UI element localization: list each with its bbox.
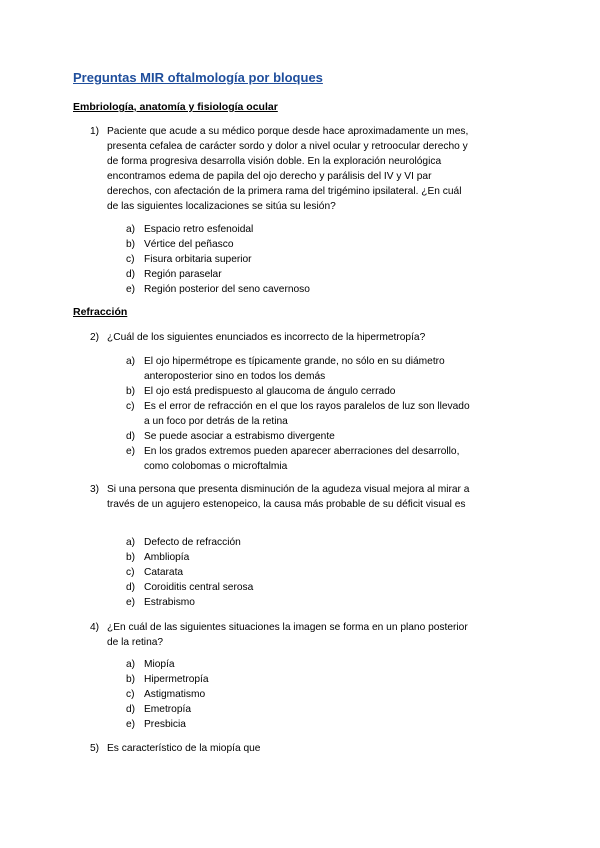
option-text: Catarata (144, 567, 184, 578)
option-letter: b) (126, 552, 136, 563)
option-text: Emetropía (144, 704, 191, 715)
question-text: ¿Cuál de los siguientes enunciados es incorrecto de la hipermetropía? (107, 332, 426, 343)
option (126, 384, 476, 399)
option-letter: d) (126, 704, 136, 715)
option-letter: c) (126, 254, 135, 265)
option-text: Vértice del peñasco (144, 239, 234, 250)
option (126, 702, 476, 717)
question-number: 5) (90, 743, 100, 754)
option-letter: e) (126, 446, 136, 457)
option-text: Astigmatismo (144, 689, 206, 700)
option-text: Coroiditis central serosa (144, 582, 254, 593)
option (126, 399, 476, 429)
option-text: Se puede asociar a estrabismo divergente (144, 431, 335, 442)
option-text: El ojo está predispuesto al glaucoma de ángulo cerrado (144, 386, 396, 397)
option (126, 672, 476, 687)
option (126, 444, 476, 474)
option (126, 222, 476, 237)
question-text: Es característico de la miopía que (107, 743, 261, 754)
option-letter: b) (126, 239, 136, 250)
question-2-options (126, 354, 476, 474)
question-number: 4) (90, 622, 100, 633)
option (126, 282, 476, 297)
question-4 (90, 620, 475, 650)
question-2 (90, 330, 475, 345)
option (126, 354, 476, 384)
option-text: Defecto de refracción (144, 537, 241, 548)
question-3 (90, 482, 475, 512)
option (126, 580, 476, 595)
option-text: Espacio retro esfenoidal (144, 224, 254, 235)
option-letter: e) (126, 597, 136, 608)
question-5 (90, 741, 475, 756)
question-number: 1) (90, 126, 100, 137)
option (126, 429, 476, 444)
option (126, 550, 476, 565)
option-letter: d) (126, 431, 136, 442)
option (126, 267, 476, 282)
question-4-options (126, 657, 476, 732)
option-letter: e) (126, 284, 136, 295)
option-text: Es el error de refracción en el que los rayos paralelos de luz son llevado a un foco por detrás de la retina (144, 401, 470, 427)
option-letter: d) (126, 269, 136, 280)
option-text: Fisura orbitaria superior (144, 254, 252, 265)
option-text: Estrabismo (144, 597, 195, 608)
option (126, 657, 476, 672)
question-text: Si una persona que presenta disminución de la agudeza visual mejora al mirar a través de un agujero estenopeico, la causa más probable de su déficit visual es (107, 484, 470, 510)
question-number: 2) (90, 332, 100, 343)
option (126, 717, 476, 732)
option-text: Presbicia (144, 719, 186, 730)
option-text: Región paraselar (144, 269, 222, 280)
option-text: El ojo hipermétrope es típicamente grande, no sólo en su diámetro anteroposterior sino en todos los demás (144, 356, 445, 382)
question-text: ¿En cuál de las siguientes situaciones la imagen se forma en un plano posterior de la retina? (107, 622, 468, 648)
option-text: Miopía (144, 659, 175, 670)
option-letter: a) (126, 224, 136, 235)
option-text: Región posterior del seno cavernoso (144, 284, 310, 295)
option-letter: a) (126, 537, 136, 548)
option-letter: c) (126, 689, 135, 700)
option (126, 535, 476, 550)
option (126, 565, 476, 580)
option-letter: d) (126, 582, 136, 593)
option-letter: e) (126, 719, 136, 730)
option (126, 595, 476, 610)
option-letter: c) (126, 567, 135, 578)
question-text: Paciente que acude a su médico porque desde hace aproximadamente un mes, presenta cefalea de carácter sordo y dolor a nivel ocular y retroocular derecho y de forma progresiva desarrolla visión doble. En la exploración neurológica encontramos edema de papila del ojo derecho y parálisis del IV y VI par derechos, con afectación de la primera rama del trigémino ipsilateral. ¿En cuál de las siguientes localizaciones se sitúa su lesión? (107, 126, 469, 212)
option-letter: c) (126, 401, 135, 412)
option-text: Hipermetropía (144, 674, 209, 685)
option-letter: b) (126, 386, 136, 397)
document-title: Preguntas MIR oftalmología por bloques (73, 70, 323, 85)
question-1-options (126, 222, 476, 297)
option (126, 687, 476, 702)
option-letter: a) (126, 659, 136, 670)
section-heading-anatomy: Embriología, anatomía y fisiología ocular (73, 101, 278, 113)
question-number: 3) (90, 484, 100, 495)
option-letter: a) (126, 356, 136, 367)
option (126, 237, 476, 252)
section-heading-refraction: Refracción (73, 306, 128, 318)
option-text: Ambliopía (144, 552, 190, 563)
option (126, 252, 476, 267)
option-text: En los grados extremos pueden aparecer aberraciones del desarrollo, como colobomas o microftalmia (144, 446, 460, 472)
question-1 (90, 124, 475, 214)
option-letter: b) (126, 674, 136, 685)
question-3-options (126, 535, 476, 610)
